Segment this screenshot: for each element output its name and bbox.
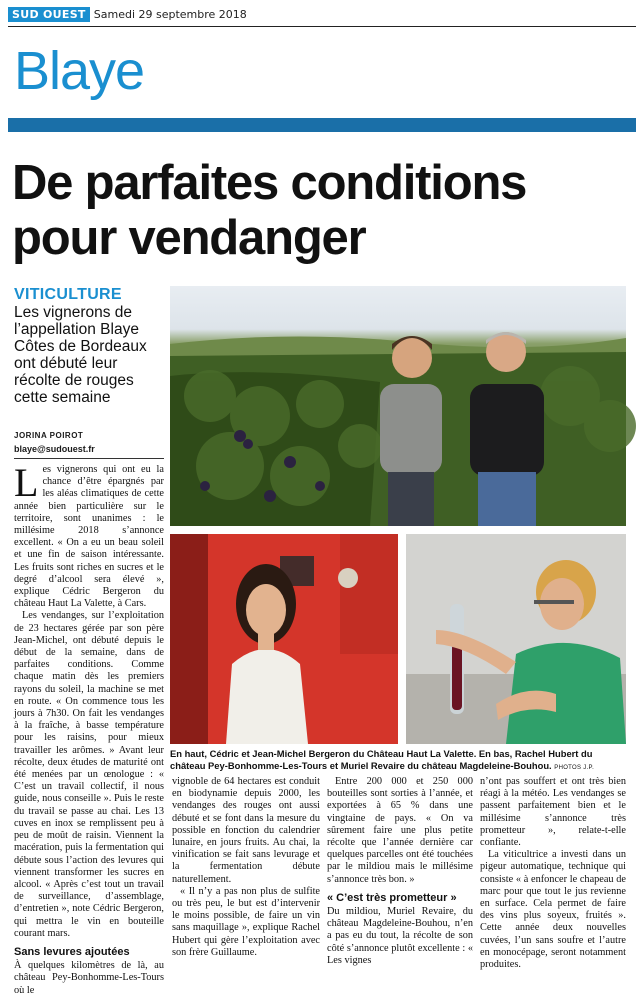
photo-credit: PHOTOS J.P. xyxy=(554,765,595,771)
article-subhead: « C’est très prometteur » xyxy=(327,891,457,904)
photo-test-tube-illustration xyxy=(406,534,626,744)
article-column-4 xyxy=(480,776,626,971)
article-paragraph: n’ont pas souffert et ont très bien réagi à la météo. Les vendanges se passent parfaitement bien et le millésime s’annonce très prometteur », relate-t-elle confiante. xyxy=(480,776,626,849)
drop-cap: L xyxy=(14,460,39,505)
standfirst: Les vignerons de l’appellation Blaye Côtes de Bordeaux ont débuté leur récolte de rouges cette semaine xyxy=(14,304,147,406)
section-title: Blaye xyxy=(14,41,145,101)
byline-author: JORINA POIROT xyxy=(14,431,84,440)
headline: De parfaites conditions pour vendanger xyxy=(12,156,527,265)
section-band xyxy=(8,118,636,132)
byline-email: blaye@sudouest.fr xyxy=(14,444,95,454)
article-paragraph: vignoble de 64 hectares est conduit en biodynamie depuis 2000, les vendanges des rouges ont aussi débuté et se font dans la mesure du possible en fonction du calendrier lunaire, en jours fruits. Au chai, la vinification se fait sans levurage et la fermentation débute naturellement. xyxy=(172,776,320,885)
article-subhead: Sans levures ajoutées xyxy=(14,945,130,958)
photo-caption xyxy=(170,748,626,774)
article-column-1 xyxy=(14,460,164,997)
photo-vineyard-illustration xyxy=(170,286,626,526)
kicker: VITICULTURE xyxy=(14,286,122,303)
newspaper-logo: SUD OUEST xyxy=(8,7,90,22)
photo-rachel-hubert xyxy=(170,534,398,744)
article-paragraph: La viticultrice a investi dans un pigeur automatique, technique qui consiste « à enfoncer le chapeau de marc pour que tout le jus revienne en surface. Cela permet de faire des vins plus soyeux, fruités ». Cette année deux nouvelles cuvées, l’un sans soufre et l’autre en monocépage, seront notamment produites. xyxy=(480,849,626,971)
article-column-3 xyxy=(327,776,473,967)
photo-muriel-revaire xyxy=(406,534,626,744)
article-paragraph: « Il n’y a pas non plus de sulfite ou très peu, le but est d’intervenir le moins possible, de faire un vin sans maquillage », explique Rachel Hubert qui gère l’exploitation avec son frère Guillaume. xyxy=(172,885,320,958)
caption-text: En haut, Cédric et Jean-Michel Bergeron du Château Haut La Valette. En bas, Rachel Hubert du château Pey-Bonhomme-Les-Tours et Muriel Revaire du château Magdeleine-Bouhou. xyxy=(170,748,593,771)
issue-date: Samedi 29 septembre 2018 xyxy=(93,7,247,21)
article-paragraph: Entre 200 000 et 250 000 bouteilles sont sorties à l’année, et exportées à 65 % dans une vingtaine de pays. « On va sûrement faire une plus petite récolte que l’année dernière car quelques parcelles ont été touchées par le mildiou mais le millésime s’annonce très bon. » xyxy=(327,776,473,885)
masthead xyxy=(8,6,247,22)
article-paragraph xyxy=(14,460,164,610)
article-paragraph: À quelques kilomètres de là, au château Pey-Bonhomme-Les-Tours où le xyxy=(14,960,164,996)
photo-vineyard-winemakers xyxy=(170,286,626,526)
article-paragraph: Les vendanges, sur l’exploitation de 23 hectares gérée par son père Jean-Michel, ont débuté depuis le début de la semaine, dans de parfaites conditions. Comme chaque matin dès les premiers rayons du soleil, la machine se met en route. « On commence tous les jours à 7h30. On fait les vendanges à la fraîche, à basse température pour les raisins, pour mieux travailler les arômes. » Avant leur récolte, deux études de maturité ont été menées par un œnologue : « C’est un travail collectif, il nous guide, nous conseille ». Puis le reste du travail se passe au chai. Les 13 cuves en inox se remplissent peu à peu de moût de raisin. Viennent la macération, puis la fermentation qui débute sous l’action des levures qui viennent transformer les sucres en alcool. « Après c’est tout un travail de surveillance, d’assemblage, d’entretien », note Cédric Bergeron, qui mettra le vin en bouteille courant mars. xyxy=(14,610,164,939)
photo-red-wall-illustration xyxy=(170,534,398,744)
paragraph-text: es vignerons qui ont eu la chance d’être épargnés par les aléas climatiques de cette année bien particulière sur le territoire, sont unanimes : le millésime 2018 s’annonce excellent. « On a eu un beau soleil et une fin de saison intéressante. Les fruits sont riches en sucres et le degré d’alcool sera élevé », explique Cédric Bergeron du château Haut La Valette, à Cars. xyxy=(14,464,164,610)
article-column-2 xyxy=(172,776,320,959)
article-paragraph: Du mildiou, Muriel Revaire, du château Magdeleine-Bouhou, n’en a pas eu du tout, la récolte de son côté s’annonce plutôt excellente : « Les vignes xyxy=(327,906,473,966)
byline-divider xyxy=(14,458,164,459)
top-divider xyxy=(8,26,636,27)
